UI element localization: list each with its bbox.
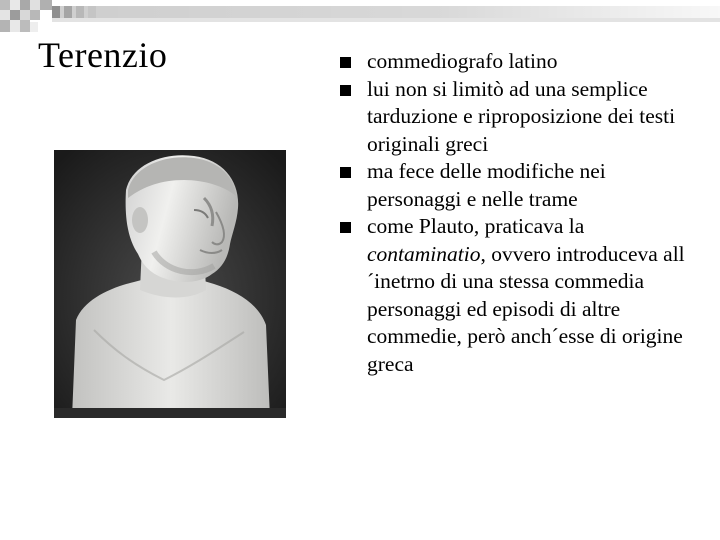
list-item bbox=[336, 213, 686, 378]
square-bullet-icon bbox=[340, 85, 351, 96]
bullet-text-after: , ovvero introduceva all´inetrno di una stessa commedia personaggi ed episodi di altre commedie, però anch´esse di origine greca bbox=[367, 241, 685, 376]
bullet-text-before: come Plauto, praticava la bbox=[367, 214, 585, 238]
bullet-list bbox=[336, 48, 686, 378]
square-bullet-icon bbox=[340, 222, 351, 233]
square-bullet-icon bbox=[340, 57, 351, 68]
list-item bbox=[336, 158, 686, 213]
terence-bust-image bbox=[54, 150, 286, 418]
bullet-text: commediografo latino bbox=[367, 49, 558, 73]
checker-strip-decoration bbox=[0, 0, 720, 40]
bullet-text: ma fece delle modifiche nei personaggi e nelle trame bbox=[367, 159, 606, 211]
slide-title: Terenzio bbox=[38, 35, 168, 75]
list-item bbox=[336, 76, 686, 159]
bullet-text-italic-term: contaminatio bbox=[367, 241, 481, 266]
list-item bbox=[336, 48, 686, 76]
bullet-text: lui non si limitò ad una semplice tarduzione e riproposizione dei testi originali greci bbox=[367, 76, 676, 156]
square-bullet-icon bbox=[340, 167, 351, 178]
